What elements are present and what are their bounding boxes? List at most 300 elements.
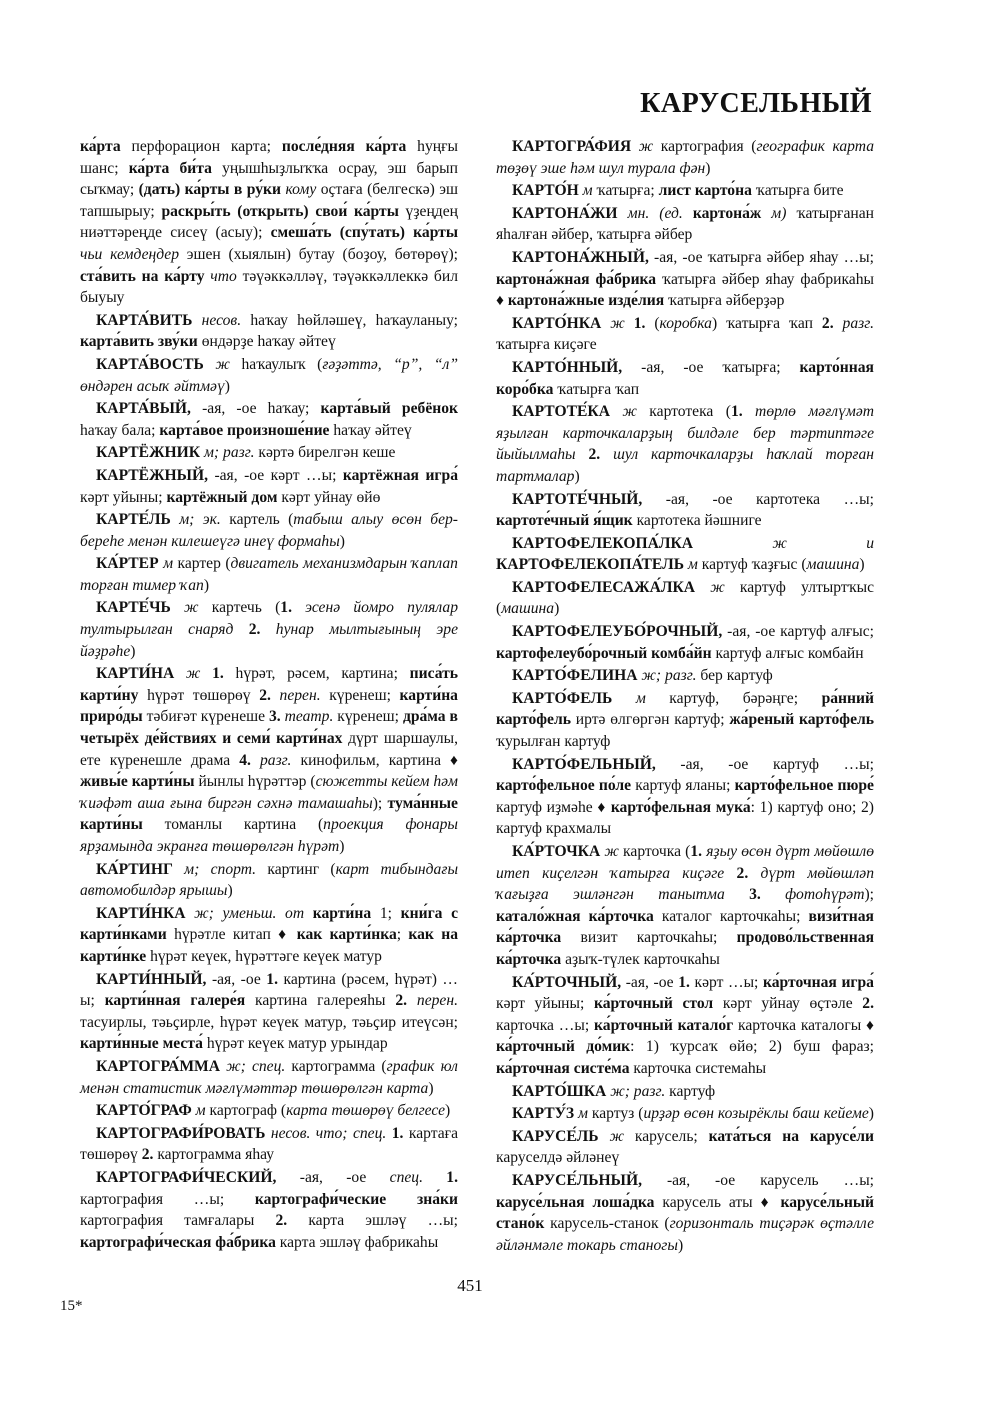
bold-phrase: карти́на приро́ды <box>80 686 458 726</box>
italic-note: ж и <box>693 534 874 552</box>
entry-headword: КАРТА́ВЫЙ, <box>96 400 191 418</box>
italic-note: что <box>204 267 237 285</box>
definition-text: һүрәт кеүек, һүрәттәге кеүек матур <box>146 947 382 965</box>
bold-phrase: ка́рточная систе́ма <box>496 1059 630 1077</box>
italic-note: сюжетты кейем һәм ҡиәфәт аша ғына биргән сәхнә тамашаһы <box>80 773 458 812</box>
definition-text: -ая, -ое картуф алғыс; <box>722 623 874 641</box>
bold-phrase: карто́фельное пюре́ <box>734 777 874 795</box>
definition-text: ) <box>677 1236 684 1254</box>
bold-phrase: продово́льственная ка́рточка <box>496 929 874 968</box>
left-column <box>80 136 458 1254</box>
italic-note: двигатель механизмдарын ҡаплап торған тимер ҡап <box>80 555 458 594</box>
italic-note: эсенә йомро пулялар тултырылған снаряд <box>80 599 458 639</box>
definition-text: һаҡау һөйләшеү, һаҡауланыу; <box>241 311 458 329</box>
bold-phrase: раскры́ть (открыть) свои́ ка́рты <box>161 202 399 220</box>
definition-text: кәрт уйнау өйө <box>277 488 381 506</box>
entry-headword: КАРТО́ФЕЛЬНЫЙ, <box>512 755 656 773</box>
dictionary-entry <box>80 969 458 1055</box>
dictionary-entry <box>80 1123 458 1166</box>
entry-headword: КА́РТИНГ <box>96 860 173 878</box>
definition-text: картер ( <box>173 555 231 573</box>
bold-phrase: 1. <box>678 973 690 991</box>
italic-note: шул карточкаларҙы һаҡлай торған тартмалар <box>496 446 874 485</box>
bold-phrase: ката́ться на карусе́ли <box>708 1127 874 1145</box>
bold-phrase: ка́рта би́та <box>128 159 212 177</box>
definition-text: тасуирлы, тәьҫирле, һүрәт кеүек матур, тәьҫир итеүсән; <box>80 1013 458 1031</box>
bold-phrase: ка́рта <box>80 138 121 155</box>
entry-headword: КАРУСЕ́ЛЬНЫЙ, <box>512 1171 643 1189</box>
italic-note: ж <box>600 843 619 860</box>
bold-phrase: ка́рточная игра́ <box>762 973 874 991</box>
bold-phrase: карта́вый ребёнок <box>320 400 459 418</box>
italic-note: перен. <box>407 992 458 1010</box>
bold-phrase: 1. <box>730 403 743 421</box>
dictionary-entry <box>496 1170 874 1256</box>
bold-phrase: 3. <box>268 708 281 726</box>
italic-note: карта төшөрөү белгесе <box>286 1102 446 1120</box>
definition-text: һүрәт, рәсем, картина; <box>223 665 410 683</box>
bold-phrase: карти́нная галере́я <box>104 992 246 1010</box>
entry-headword: КАРТА́ВОСТЬ <box>96 355 204 373</box>
italic-note: машина <box>806 556 860 574</box>
entry-headword: КАРТО́ШКА <box>512 1082 607 1100</box>
bold-phrase: смеша́ть (спу́тать) ка́рты <box>270 224 458 242</box>
definition-text: -ая, -ое ҡатырға әйбер яһау …ы; <box>648 248 874 266</box>
definition-text: -ая, -ое һаҡау; <box>190 400 321 418</box>
dictionary-entry <box>80 859 458 902</box>
definition-text: өндәрҙе һаҡау әйтеү <box>197 333 336 351</box>
definition-text: күренеш; <box>333 708 403 726</box>
bold-phrase: как на карти́нке <box>80 926 458 965</box>
entry-headword: КАРТОФЕЛЕКОПА́ЛКА <box>512 534 694 552</box>
italic-note: дүрт мөйөшләп ҡағыҙға эшләнгән танытма <box>496 864 875 904</box>
italic-note: ж <box>609 403 637 421</box>
bold-phrase: 2. <box>259 686 271 704</box>
bold-phrase: тума́нные карти́ны <box>80 794 458 834</box>
definition-text: ҡатырға; <box>592 182 659 200</box>
italic-note: карт тибындағы автомобилдәр ярышы <box>80 860 459 900</box>
dictionary-entry <box>496 665 874 687</box>
definition-text: каталог карточкаһы; <box>653 907 809 925</box>
entry-headword: КАРТОГРАФИ́РОВАТЬ <box>96 1124 266 1142</box>
definition-text: картуф <box>665 1082 716 1100</box>
definition-text: картотека йәшниге <box>632 512 762 530</box>
definition-text: картограф ( <box>205 1102 287 1120</box>
dictionary-entry <box>80 1100 458 1122</box>
bold-phrase: лист карто́на <box>658 182 752 200</box>
entry-headword: КАРТОНА́ЖИ <box>512 204 618 222</box>
entry-headword: КАРТОТЕ́ЧНЫЙ, <box>512 490 643 508</box>
dictionary-entry <box>496 401 874 487</box>
dictionary-entry <box>496 577 874 620</box>
definition-text: ) <box>428 1079 434 1097</box>
definition-text: картаға төшөрөү <box>80 1124 459 1164</box>
definition-text: ) <box>859 556 865 574</box>
definition-text: карточка системаһы <box>629 1059 767 1077</box>
bold-phrase: 1. <box>690 843 703 860</box>
italic-note: ж <box>601 314 625 332</box>
definition-text: -ая, -ое картуф …ы; <box>655 755 874 773</box>
dictionary-entry <box>496 754 874 840</box>
italic-note: ж <box>170 599 199 617</box>
definition-text: кинофильм, картина ♦ <box>291 751 458 769</box>
definition-text: иртә өлгөргән картуф; <box>570 711 730 729</box>
definition-text: томанлы картина ( <box>142 816 324 834</box>
definition-text: дүрт шаршаулы, ете күренешле драма <box>80 730 458 769</box>
definition-text: ҡатырғанан яһалған әйбер, ҡатырға әйбер <box>496 204 874 244</box>
definition-text: карта эшләү фабрикаһы <box>275 1233 439 1251</box>
italic-note: географик карта төҙөү эше һәм шул турала фән <box>496 138 874 177</box>
definition-text: ) <box>224 377 230 395</box>
italic-note: ж <box>695 578 725 596</box>
definition-text: ) <box>339 532 345 550</box>
italic-note: коробка <box>659 314 712 332</box>
bold-phrase: 2. <box>275 1212 288 1230</box>
bold-phrase: 2. <box>233 621 261 639</box>
bold-phrase: (дать) ка́рты в ру́ки <box>138 181 282 199</box>
italic-note: м <box>612 689 646 707</box>
definition-text: ) <box>554 600 560 618</box>
bold-phrase: ка́рточный до́мик <box>496 1038 631 1056</box>
bold-phrase: КАРТОФЕЛЕКОПА́ТЕЛЬ <box>496 556 684 574</box>
definition-text: ҡатырға әйбер яһау фабрикаһы ♦ <box>496 270 874 310</box>
dictionary-entry <box>496 1103 874 1125</box>
italic-note: м; эк. <box>170 511 221 529</box>
dictionary-entry <box>80 553 458 596</box>
bold-phrase: картона́жные изде́лия <box>507 292 665 310</box>
bold-phrase: 2. <box>395 992 408 1010</box>
definition-text: эшен (хыялын) бутау (боҙоу, бөтөрөү); <box>179 245 458 263</box>
entry-headword: КАРТУ́З <box>512 1105 575 1123</box>
definition-text: карусель аты ♦ <box>654 1193 781 1211</box>
italic-note: м <box>158 555 174 573</box>
italic-note: м <box>578 182 593 200</box>
definition-text: кәрт уйыны; <box>80 488 167 506</box>
definition-text: картечь ( <box>198 599 281 617</box>
italic-note: ж; разг. <box>637 667 697 685</box>
definition-text: һаҡау әйтеү <box>329 421 412 439</box>
dictionary-entry <box>80 597 458 662</box>
definition-text: ( <box>645 314 660 332</box>
entry-headword: КАРТИ́ННЫЙ, <box>96 970 207 988</box>
bold-phrase: картёжный дом <box>166 488 278 506</box>
definition-text: 1; <box>371 904 401 922</box>
definition-text: картина (рәсем, һүрәт) …ы; <box>80 970 459 1010</box>
entry-headword: КАРТЕ́ЛЬ <box>96 511 171 529</box>
italic-note: фотоһүрәт <box>760 886 865 904</box>
italic-note: график юл менән статистик мәғлүмәттәр төшөрөлгән карта <box>80 1057 458 1097</box>
definition-text: ) <box>203 576 210 594</box>
italic-note: ж; спец. <box>220 1057 286 1075</box>
entry-headword: КАРТОНА́ЖНЫЙ, <box>512 248 649 266</box>
definition-text: һуңғы шанс; <box>80 138 458 177</box>
definition-text: картель ( <box>220 511 294 529</box>
italic-note: горизонталь тиҫәрәк өҫтәлле әйләнмәле токарь станогы <box>496 1215 874 1254</box>
bold-phrase: 2. <box>821 314 834 332</box>
bold-phrase: ка́рточный стол <box>594 995 714 1013</box>
definition-text: -ая, -ое кәрт …ы; <box>207 466 343 484</box>
entry-headword: КАРТО́ФЕЛЬ <box>512 689 613 707</box>
entry-headword: КАРТО́Н <box>512 182 579 200</box>
definition-text: ҡатырға бите <box>751 182 844 200</box>
bold-phrase: картёжная игра́ <box>342 466 458 484</box>
dictionary-entry <box>496 1126 874 1169</box>
definition-text: ) <box>705 159 711 177</box>
italic-note: ж <box>203 355 230 373</box>
definition-text: ) <box>339 838 345 855</box>
definition-text: һаҡаулыҡ ( <box>229 355 323 373</box>
definition-text: картуз ( <box>588 1105 644 1123</box>
bold-phrase: писа́ть карти́ну <box>80 665 459 704</box>
running-head: КАРУСЕЛЬНЫЙ <box>640 88 872 119</box>
bold-phrase: 2. <box>141 1146 154 1164</box>
bold-phrase: карусе́льный стано́к <box>496 1193 874 1233</box>
italic-note: м) <box>761 204 787 222</box>
definition-text: тәбиғәт күренеше <box>142 708 269 726</box>
dictionary-entry <box>496 136 874 179</box>
definition-text: картотека ( <box>636 403 731 421</box>
definition-text: визит карточкаһы; <box>561 929 737 947</box>
entry-headword: КАРТИ́НКА <box>96 904 186 922</box>
dictionary-entry <box>80 354 458 397</box>
entry-headword: КАРТО́ГРАФ <box>96 1102 192 1120</box>
italic-note: һунар мылтығының эре йәҙрәһе <box>80 621 459 660</box>
italic-note: ж <box>598 1127 624 1145</box>
definition-text: ) <box>868 1105 874 1123</box>
entry-headword: КАРТЁЖНЫЙ, <box>96 466 208 484</box>
italic-note: ж <box>174 665 201 683</box>
entry-headword: КАРТО́ФЕЛИНА <box>512 667 638 685</box>
definition-text: картография тамғалары <box>80 1212 276 1230</box>
bold-phrase: 1. <box>266 970 278 988</box>
italic-note: машина <box>501 600 555 618</box>
entry-headword: КАРТО́ННЫЙ, <box>512 358 623 376</box>
dictionary-entry <box>496 688 874 753</box>
definition-text: ҡатырға ҡап <box>553 380 640 398</box>
definition-text: картография ( <box>653 138 757 155</box>
definition-text: үҙеңдең ниәттәреңде сисеү (асыу); <box>80 202 458 242</box>
definition-text: картограмма яһау <box>153 1146 275 1164</box>
definition-text: -ая, -ое ҡатырға; <box>622 358 800 376</box>
definition-text: тәүәккәлләү, тәүәккәллеккә бил быуыу <box>80 267 458 307</box>
bold-phrase: картоте́чный я́щик <box>496 512 633 530</box>
bold-phrase: жа́реный карто́фель <box>729 711 874 729</box>
italic-note: театр. <box>280 708 334 726</box>
bold-phrase: после́дняя ка́рта <box>281 138 407 155</box>
definition-text: ) <box>574 467 580 485</box>
definition-text: йынлы һүрәттәр ( <box>194 773 316 791</box>
dictionary-entry <box>80 1056 458 1099</box>
entry-headword: КАРТОГРА́ФИЯ <box>512 138 632 155</box>
definition-text: картуф яланы; <box>631 777 735 795</box>
dictionary-entry <box>496 841 874 971</box>
bold-phrase: 1. <box>423 1168 459 1186</box>
definition-text: картограмма ( <box>285 1057 387 1075</box>
printer-signature: 15* <box>60 1298 83 1314</box>
dictionary-entry <box>80 398 458 441</box>
italic-note: ғәҙәттә, “р”, “л” өндәрен асыҡ әйтмәү <box>80 355 458 395</box>
bold-phrase: дра́ма в четырёх де́йствиях и семи́ карти́нах <box>80 708 458 748</box>
italic-note: чьи кемдеңдер <box>80 245 180 263</box>
bold-phrase: карта́вить зву́ки <box>80 333 198 351</box>
definition-text: һүрәт кеүек матур урындар <box>202 1035 388 1053</box>
definition-text: картина галереяһы <box>245 992 396 1010</box>
bold-phrase: 1. <box>200 665 224 683</box>
italic-note: м <box>191 1102 206 1120</box>
definition-text: картуф, бәрәңге; <box>645 689 822 707</box>
bold-phrase: карта́вое произноше́ние <box>159 421 330 439</box>
entry-headword: КАРТА́ВИТЬ <box>96 311 193 329</box>
bold-phrase: картона́жная фа́брика <box>496 270 657 288</box>
dictionary-entry <box>80 465 458 508</box>
entry-headword: КАРУСЕ́ЛЬ <box>512 1127 599 1145</box>
entry-headword: КА́РТЕР <box>96 555 159 573</box>
definition-text: ҡурылған картуф <box>496 733 611 751</box>
entry-headword: КАРТО́НКА <box>512 314 602 332</box>
bold-phrase: 2. <box>575 446 601 464</box>
definition-text: перфорацион карта; <box>120 138 282 155</box>
definition-text: карта эшләү …ы; <box>287 1212 458 1230</box>
definition-text: -ая, -ое <box>621 973 679 991</box>
definition-text: ҡатырға әйберҙәр <box>664 292 785 310</box>
definition-text: : 1) ҡурсаҡ өйө; 2) буш фараз; <box>630 1038 874 1056</box>
definition-text: ҡатырға киҫәге <box>496 336 597 354</box>
definition-text: ) <box>445 1102 451 1120</box>
definition-text: -ая, -ое картотека …ы; <box>642 490 874 508</box>
definition-text: карточка …ы; <box>496 1016 595 1034</box>
definition-text: картуф ҡаҙғыс ( <box>697 556 807 574</box>
bold-phrase: карто́фельная мука́ <box>610 798 751 816</box>
definition-text: картография …ы; <box>80 1190 255 1208</box>
italic-note: разг. <box>833 314 874 332</box>
italic-note: кому <box>281 181 317 199</box>
entry-headword: КАРТОГРА́ММА <box>96 1057 221 1075</box>
italic-note: мн. (ед. <box>617 204 683 222</box>
definition-text: -ая, -ое <box>276 1168 390 1186</box>
definition-text: картуф ултыртҡыс ( <box>496 578 875 618</box>
definition-text: карточка каталогы ♦ <box>733 1016 874 1034</box>
dictionary-entry <box>496 533 874 576</box>
definition-text: ); <box>372 794 388 812</box>
italic-note: спец. <box>389 1168 423 1186</box>
bold-phrase: ка́рточный катало́г <box>594 1016 734 1034</box>
italic-note: м; разг. <box>200 444 255 462</box>
bold-phrase: визи́тная ка́рточка <box>496 907 874 947</box>
definition-text: ; <box>396 926 409 944</box>
definition-text: кәрт …ы; <box>689 973 763 991</box>
definition-text: картуф иҙмәһе ♦ <box>496 798 611 816</box>
definition-text: карточка ( <box>618 843 691 860</box>
dictionary-entry <box>80 903 458 968</box>
bold-phrase: картографи́ческие зна́ки <box>254 1190 458 1208</box>
italic-note: несов. <box>192 311 242 329</box>
italic-note: м; спорт. <box>172 860 257 878</box>
italic-note: перен. <box>270 686 321 704</box>
definition-text: ) ҡатырға ҡап <box>711 314 822 332</box>
bold-phrase: карти́на <box>304 904 372 922</box>
bold-phrase: живы́е карти́ны <box>80 773 195 791</box>
entry-headword: КАРТОФЕЛЕУБО́РОЧНЫЙ, <box>512 623 723 641</box>
entry-headword: КАРТЕ́ЧЬ <box>96 599 171 617</box>
definition-text: кәрт уйнау өҫтәле <box>713 995 863 1013</box>
italic-note: табыш алыу өсөн бер-береһе менән килешеүгә инеү формаһы <box>80 511 458 550</box>
bold-phrase: 2. <box>862 995 874 1013</box>
definition-text: -ая, -ое карусель …ы; <box>642 1171 874 1189</box>
definition-text: ) <box>227 882 233 900</box>
definition-text: картуф алғыс комбайн <box>711 644 864 662</box>
italic-note: разг. <box>250 751 292 769</box>
definition-text: : 1) картуф оно; 2) картуф крахмалы <box>496 798 874 838</box>
entry-headword: КАРТОФЕЛЕСАЖА́ЛКА <box>512 578 696 596</box>
entry-headword: КА́РТОЧКА <box>512 843 601 860</box>
right-column <box>496 136 874 1257</box>
definition-text: һаҡау бала; <box>80 421 160 439</box>
entry-headword: КАРТОТЕ́КА <box>512 403 610 421</box>
dictionary-entry <box>496 621 874 664</box>
definition-text: -ая, -ое <box>206 970 267 988</box>
dictionary-entry <box>496 1081 874 1103</box>
definition-text: картинг ( <box>256 860 336 878</box>
bold-phrase: как карти́нка <box>296 926 397 944</box>
definition-text: күренеш; <box>320 686 400 704</box>
bold-phrase: 1. <box>280 599 292 617</box>
bold-phrase: карто́фельное по́ле <box>496 777 632 795</box>
dictionary-entry <box>496 247 874 312</box>
italic-note: ж; разг. <box>606 1082 666 1100</box>
definition-text: кәртә бирелгән кеше <box>254 444 396 462</box>
italic-note: ирҙәр өсөн козырёклы баш кейеме <box>643 1105 869 1123</box>
dictionary-entry <box>496 357 874 400</box>
dictionary-entry <box>80 663 458 857</box>
entry-headword: КА́РТОЧНЫЙ, <box>512 973 622 991</box>
dictionary-entry <box>80 509 458 552</box>
definition-text: ); <box>864 886 874 904</box>
definition-text: ) <box>130 642 136 660</box>
dictionary-entry <box>496 972 874 1080</box>
bold-phrase: карто́нная коро́бка <box>496 358 874 398</box>
italic-note: ж <box>631 138 654 155</box>
bold-phrase: кни́га с карти́нками <box>80 904 459 944</box>
bold-phrase: 2. <box>724 864 749 882</box>
italic-note: проекция фонары ярҙамында экранға төшөрөлгән һүрәт <box>80 816 458 855</box>
dictionary-entry <box>496 313 874 356</box>
bold-phrase: ста́вить на ка́рту <box>80 267 205 285</box>
bold-phrase: 3. <box>724 886 761 904</box>
definition-text: аҙыҡ-түлек карточкаһы <box>561 950 720 968</box>
italic-note: м <box>574 1105 589 1123</box>
bold-phrase: картографи́ческая фа́брика <box>80 1233 276 1251</box>
definition-text: уңышһыҙлыҡҡа осрау, эш барып сыҡмау; <box>80 159 458 199</box>
bold-phrase: ра́нний карто́фель <box>496 689 874 729</box>
definition-text: кәрт уйыны; <box>496 995 594 1013</box>
italic-note: төрлө мәғлүмәт яҙылған карточкаларҙың билдәле бер тәртиптәге йыйылмаһы <box>496 403 875 464</box>
bold-phrase: картофелеубо́рочный комба́йн <box>496 644 712 662</box>
bold-phrase: 4. <box>239 751 251 769</box>
italic-note: яҙыу өсөн дүрт мөйөшлө итеп киҫелгән ҡатырға киҫәге <box>496 843 875 882</box>
entry-headword: КАРТИ́НА <box>96 665 175 683</box>
dictionary-entry <box>496 180 874 202</box>
italic-note: несов. что; спец. <box>265 1124 387 1142</box>
dictionary-entry <box>80 136 458 309</box>
bold-phrase: карусе́льная лоша́дка <box>496 1193 655 1211</box>
definition-text: каруселдә әйләнеү <box>496 1149 620 1167</box>
definition-text: оҫтаға (белгескә) эш тапшырыу; <box>80 181 458 220</box>
bold-phrase: 1. <box>386 1124 404 1142</box>
dictionary-entry <box>80 310 458 353</box>
bold-phrase: карти́нные места́ <box>80 1035 203 1053</box>
bold-phrase: катало́жная ка́рточка <box>496 907 654 925</box>
dictionary-entry <box>496 489 874 532</box>
